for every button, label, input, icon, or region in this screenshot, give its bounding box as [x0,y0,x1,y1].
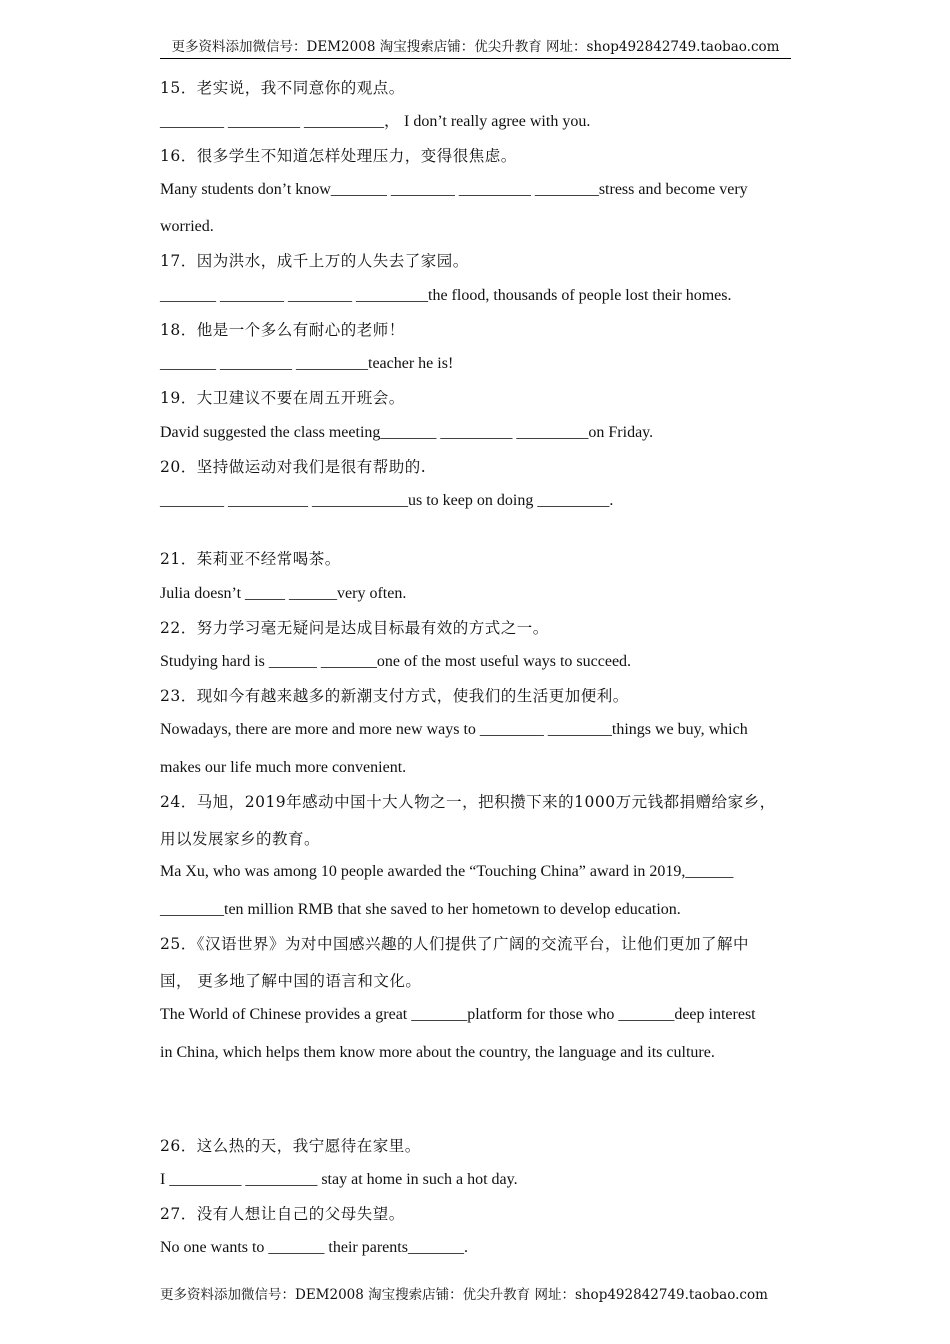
question-23-answer: Nowadays, there are more and more new ways to ________ ________things we buy, which [160,721,748,738]
question-16-answer-cont: worried. [160,218,214,235]
question-17-prompt: 17．因为洪水，成千上万的人失去了家园。 [160,252,469,270]
question-24-prompt-cont: 用以发展家乡的教育。 [160,830,321,848]
question-16-answer: Many students don’t know_______ ________ _________ ________stress and become very [160,181,748,198]
question-25-answer-cont: in China, which helps them know more about the country, the language and its culture. [160,1044,715,1061]
question-24-answer-cont: ________ten million RMB that she saved to her hometown to develop education. [160,901,681,918]
question-18-answer: _______ _________ _________teacher he is! [160,355,454,372]
question-25-answer: The World of Chinese provides a great _______platform for those who _______deep interest [160,1006,756,1023]
question-26-prompt: 26．这么热的天，我宁愿待在家里。 [160,1137,421,1155]
question-18-prompt: 18．他是一个多么有耐心的老师！ [160,321,405,339]
question-19-answer: David suggested the class meeting_______ _________ _________on Friday. [160,424,654,441]
page-footer: 更多资料添加微信号：DEM2008 淘宝搜索店铺：优尖升教育 网址：shop492842749.taobao.com [160,1287,768,1303]
question-22-prompt: 22．努力学习毫无疑问是达成目标最有效的方式之一。 [160,619,549,637]
question-23-prompt: 23．现如今有越来越多的新潮支付方式，使我们的生活更加便利。 [160,687,629,705]
question-27-prompt: 27．没有人想让自己的父母失望。 [160,1205,405,1223]
question-24-answer: Ma Xu, who was among 10 people awarded the “Touching China” award in 2019,______ [160,863,734,880]
question-17-answer: _______ ________ ________ _________the flood, thousands of people lost their homes. [160,287,732,304]
question-24-prompt: 24．马旭，2019年感动中国十大人物之一，把积攒下来的1000万元钱都捐赠给家乡， [160,793,776,811]
question-27-answer: No one wants to _______ their parents_______. [160,1239,468,1256]
question-15-answer: ________ _________ __________， I don’t really agree with you. [160,113,591,130]
question-21-prompt: 21．茱莉亚不经常喝茶。 [160,550,341,568]
question-15-prompt: 15．老实说，我不同意你的观点。 [160,79,405,97]
question-19-prompt: 19．大卫建议不要在周五开班会。 [160,389,405,407]
question-25-prompt-cont: 国， 更多地了解中国的语言和文化。 [160,972,422,990]
question-20-prompt: 20．坚持做运动对我们是很有帮助的. [160,458,427,476]
question-21-answer: Julia doesn’t _____ ______very often. [160,585,407,602]
question-26-answer: I _________ _________ stay at home in such a hot day. [160,1171,518,1188]
question-16-prompt: 16．很多学生不知道怎样处理压力，变得很焦虑。 [160,147,517,165]
page-header: 更多资料添加微信号：DEM2008 淘宝搜索店铺：优尖升教育 网址：shop492842749.taobao.com [160,38,791,59]
question-20-answer: ________ __________ ____________us to keep on doing _________. [160,492,614,509]
question-22-answer: Studying hard is ______ _______one of the most useful ways to succeed. [160,653,632,670]
question-23-answer-cont: makes our life much more convenient. [160,759,407,776]
question-25-prompt: 25．《汉语世界》为对中国感兴趣的人们提供了广阔的交流平台，让他们更加了解中 [160,935,749,953]
